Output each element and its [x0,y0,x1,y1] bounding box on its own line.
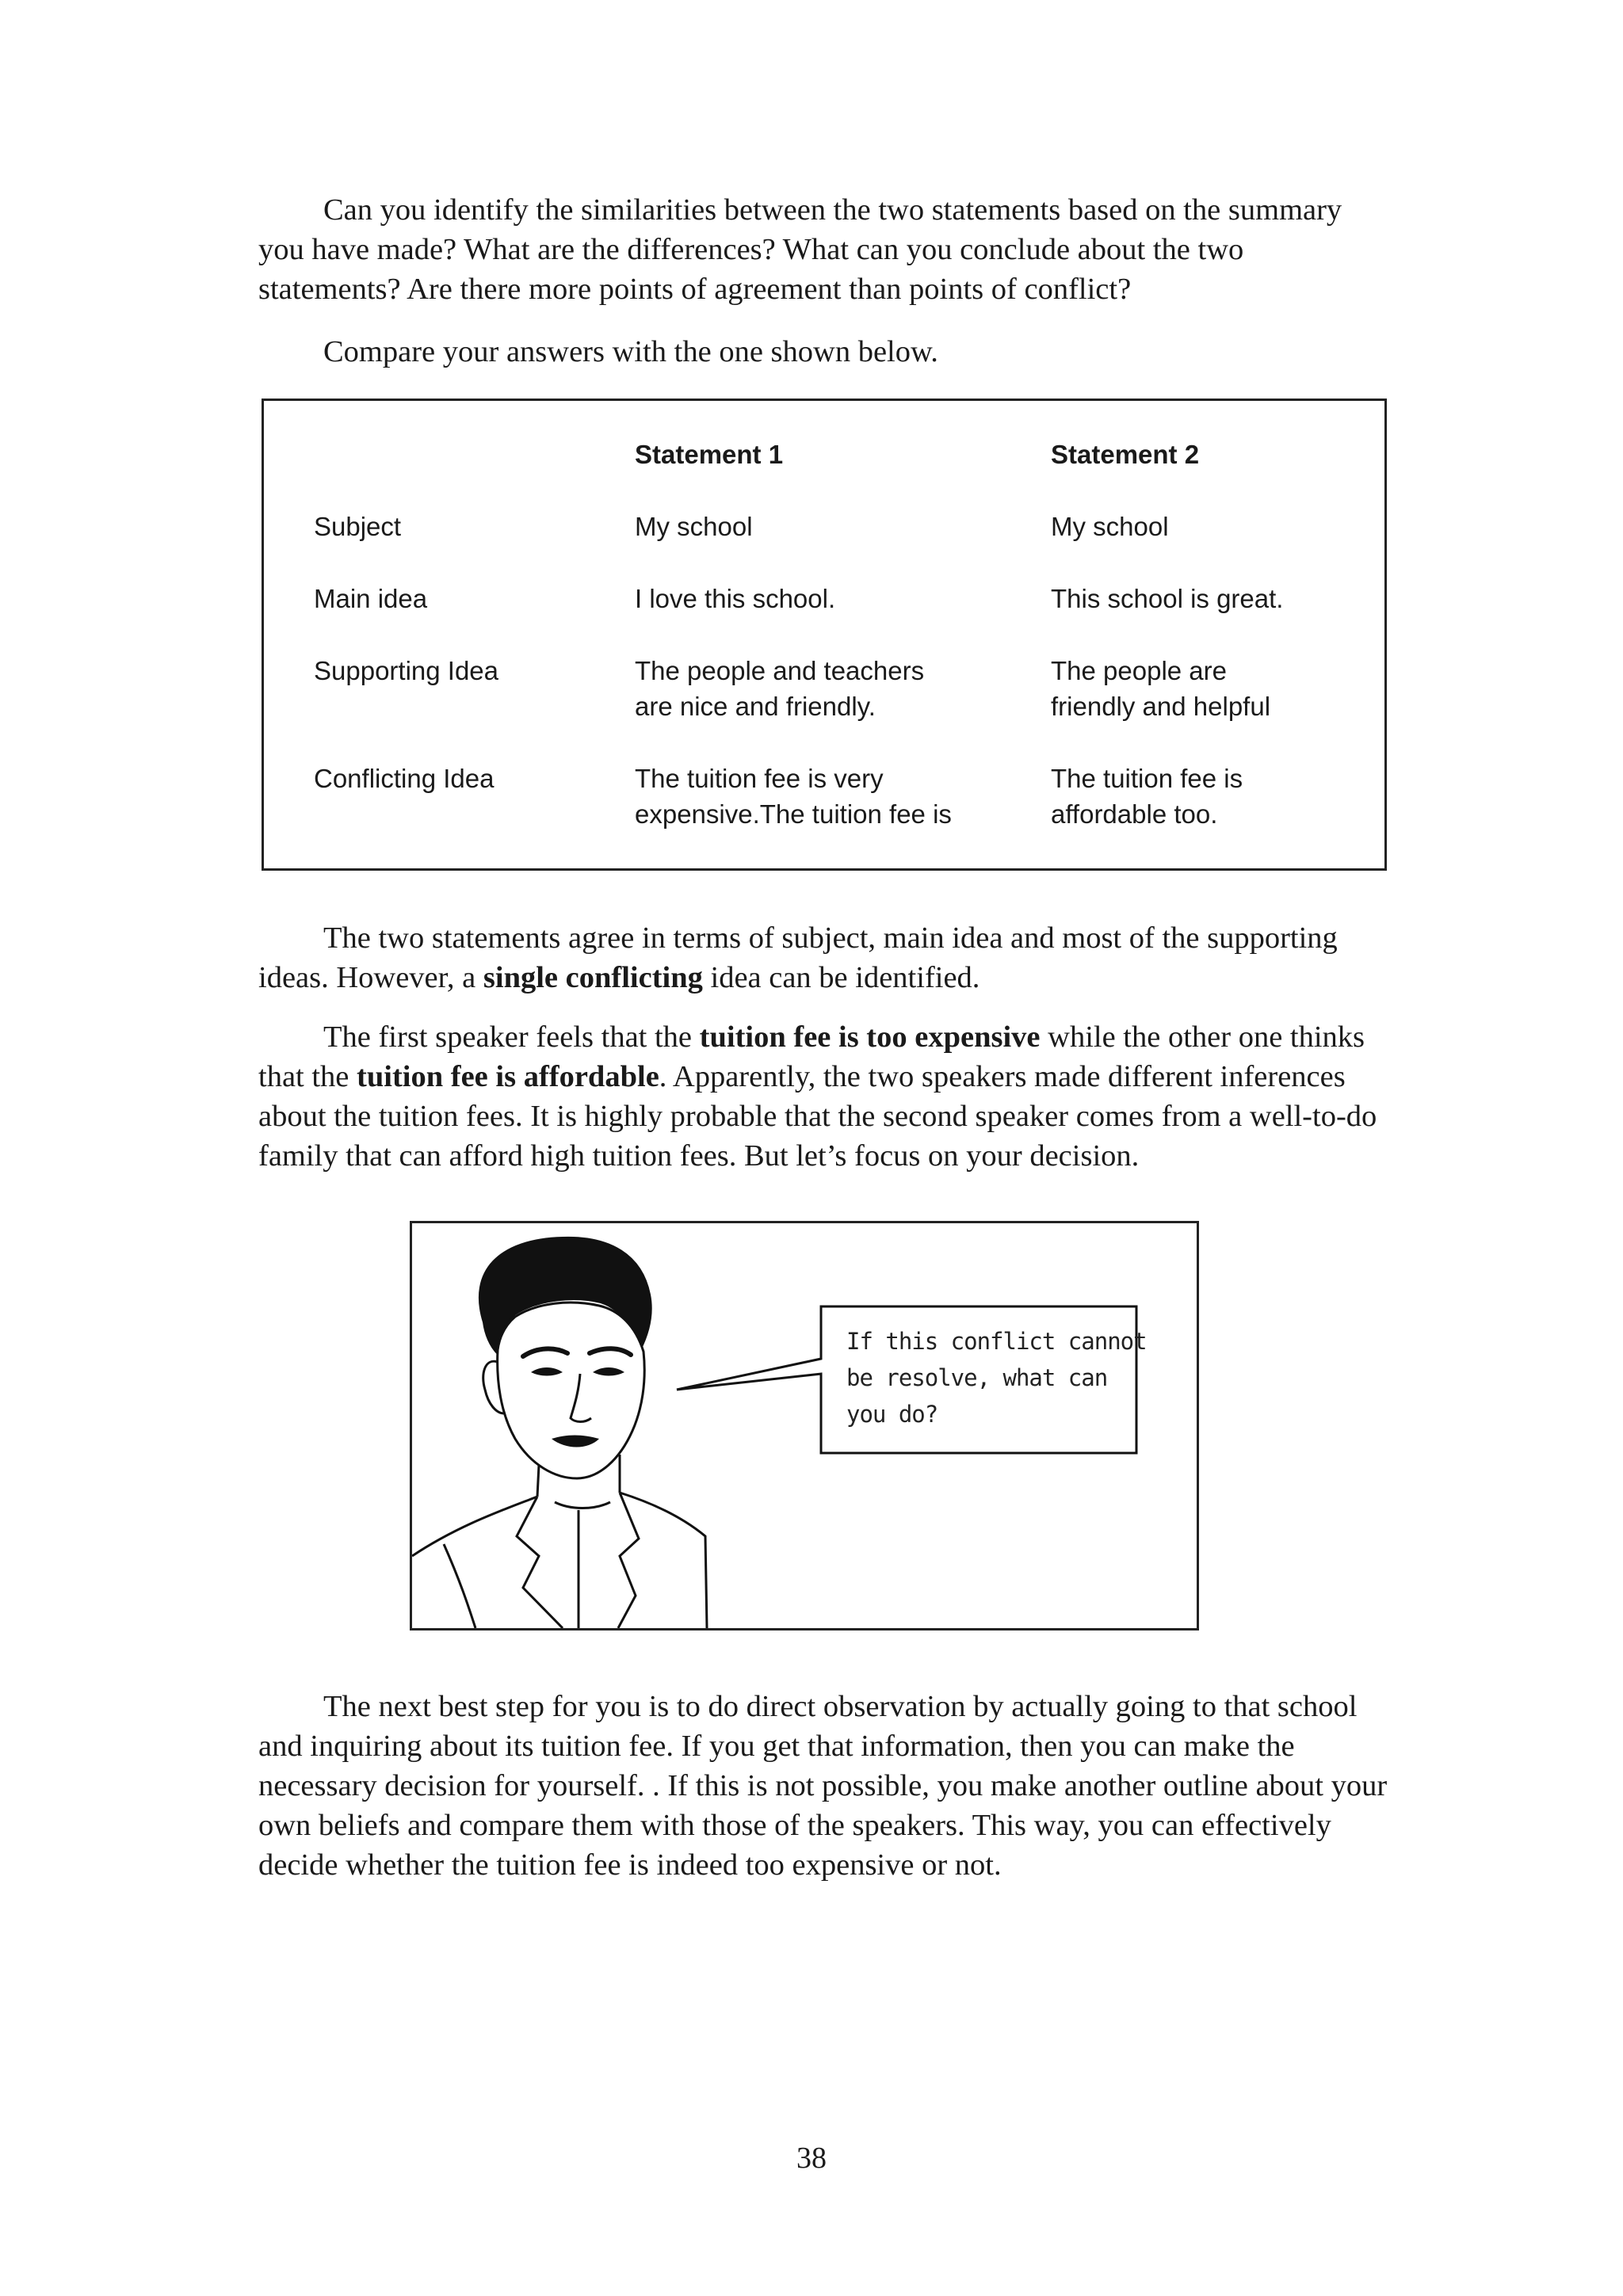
bubble-line-3: you do? [846,1401,938,1428]
analysis-paragraph-2: The first speaker feels that the tuition fee is too expensive while the other one thinks that the tuition fee is affordable. Apparently, the two speakers made different inferences about the tuition fees. It is highly probable that the second speaker comes from a well-to-do family that can afford high tuition fees. But let’s focus on your decision. [258,1020,1377,1173]
row-conflicting-s1-line2: expensive.The tuition fee is [635,799,952,829]
page-number: 38 [796,2142,827,2175]
row-main-idea-s2: This school is great. [1051,584,1284,613]
header-statement-2: Statement 2 [1051,440,1200,469]
row-supporting-s2-line2: friendly and helpful [1051,692,1271,721]
bubble-line-1: If this conflict cannot [846,1328,1147,1355]
analysis-paragraph-1: The two statements agree in terms of subject, main idea and most of the supporting ideas. However, a single conflicting idea can be identified. [258,921,1338,994]
conclusion-paragraph: The next best step for you is to do direct observation by actually going to that school and inquiring about its tuition fee. If you get that information, then you can make the necessary decision for yourself. . If this is not possible, you make another outline about your own beliefs and compare them with those of the speakers. This way, you can effectively decide whether the tuition fee is indeed too expensive or not. [258,1690,1388,1882]
row-main-idea-s1: I love this school. [635,584,836,613]
bubble-line-2: be resolve, what can [846,1364,1108,1391]
speech-bubble-text [846,1323,1148,1432]
header-statement-1: Statement 1 [635,440,784,469]
bold-affordable: tuition fee is affordable [357,1060,659,1093]
bold-single-conflicting: single conflicting [483,961,703,994]
bold-too-expensive: tuition fee is too expensive [699,1020,1041,1054]
row-label-supporting-idea: Supporting Idea [314,656,499,685]
illustration-panel [410,1221,1199,1630]
jacket [412,1493,707,1628]
row-subject-s2: My school [1051,512,1169,541]
row-supporting-s1-line1: The people and teachers [635,656,925,685]
row-label-main-idea: Main idea [314,584,428,613]
row-conflicting-s1-line1: The tuition fee is very [635,764,884,793]
row-supporting-s1-line2: are nice and friendly. [635,692,876,721]
face [498,1302,645,1478]
row-subject-s1: My school [635,512,753,541]
comparison-table [262,399,1387,871]
intro-paragraph-2: Compare your answers with the one shown below. [323,335,938,368]
row-label-conflicting-idea: Conflicting Idea [314,764,495,793]
row-conflicting-s2-line1: The tuition fee is [1051,764,1243,793]
row-supporting-s2-line1: The people are [1051,656,1227,685]
intro-paragraph-1: Can you identify the similarities between the two statements based on the summary you have made? What are the differences? What can you conclude about the two statements? Are there more points of agreement than points of conflict? [258,193,1342,306]
row-label-subject: Subject [314,512,402,541]
row-conflicting-s2-line2: affordable too. [1051,799,1218,829]
